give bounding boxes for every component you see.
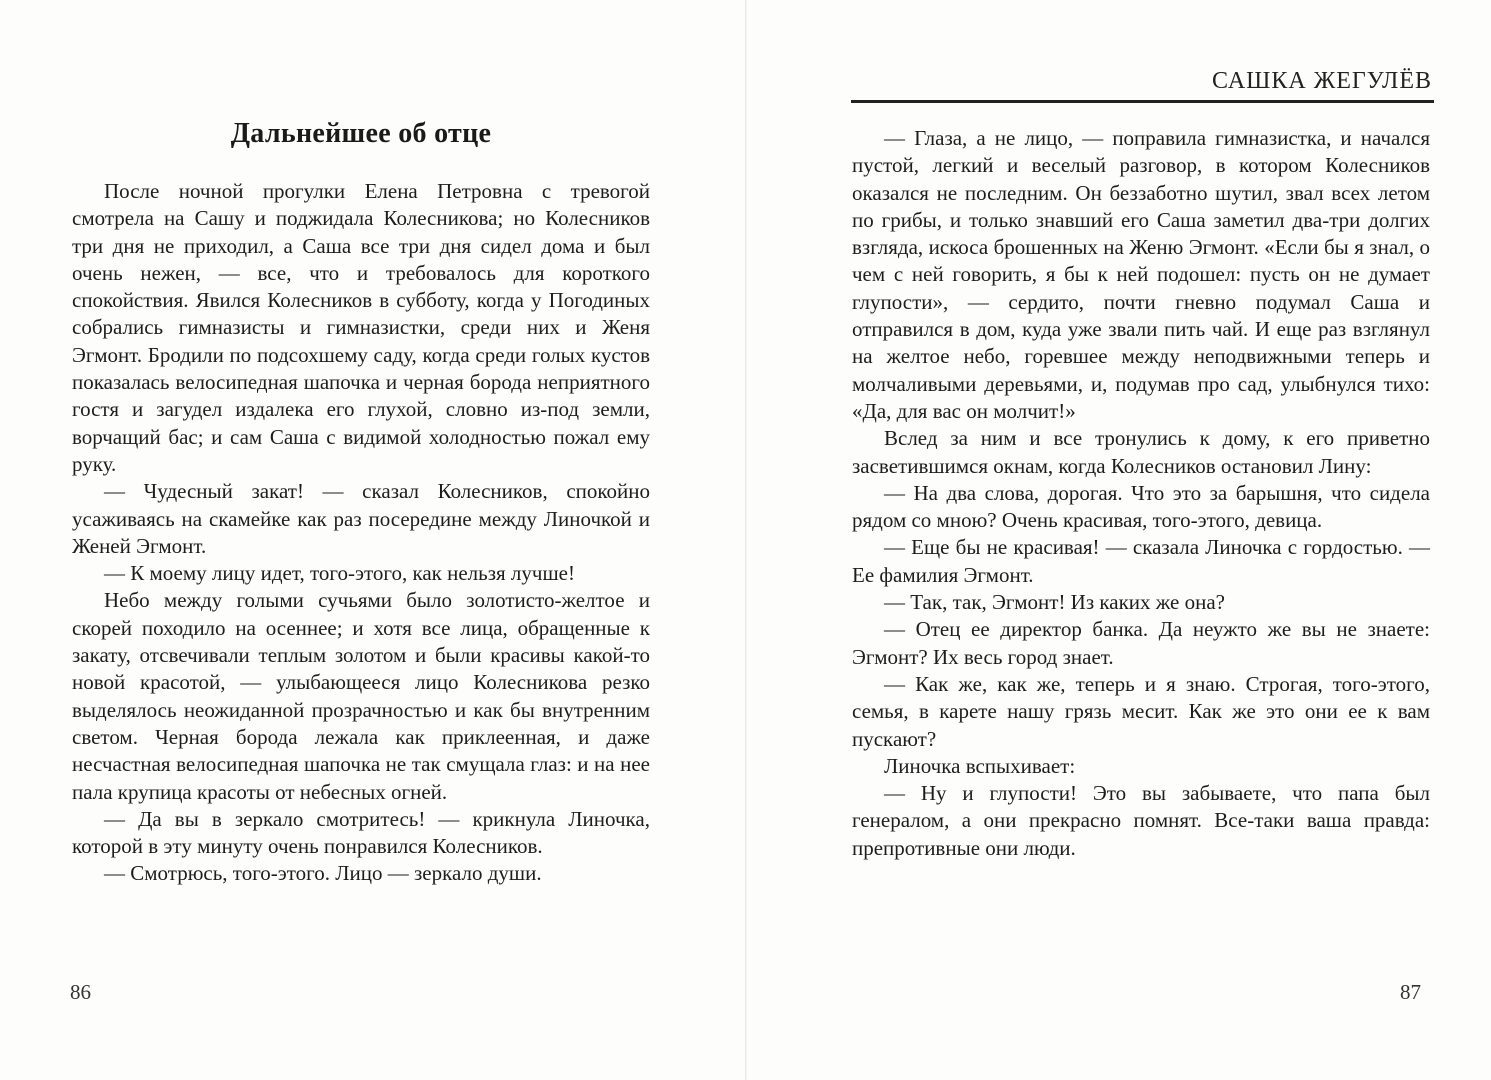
paragraph: Линочка вспыхивает: (884, 753, 1076, 778)
paragraph: Небо между голыми сучьями было золотисто-желтое и скорей походило на осеннее; и хотя все лица, обращенные к закату, отсвечивали теплым золотом и были красивы какой-то новой красотой, — улыбающееся лицо Колесникова резко выделялось неожиданной прозрачностью и как бы внутренним светом. Черная борода лежала как приклеенная, и даже несчастная велосипедная шапочка не так смущала глаз: и на нее пала крупица красоты от небесных огней. (72, 588, 650, 804)
right-page-text (852, 125, 1430, 862)
paragraph: — Да вы в зеркало смотритесь! — крикнула Линочка, которой в эту минуту очень понравился Колесников. (72, 806, 650, 859)
paragraph: — Чудесный закат! — сказал Колесников, спокойно усаживаясь на скамейке как раз посередине между Линочкой и Женей Эгмонт. (72, 479, 650, 558)
paragraph: — Отец ее директор банка. Да неужто же вы не знаете: Эгмонт? Их весь город знает. (852, 617, 1430, 669)
chapter-title: Дальнейшее об отце (230, 118, 492, 149)
paragraph: После ночной прогулки Елена Петровна с тревогой смотрела на Сашу и поджидала Колесникова; но Колесников три дня не приходил, а Саша все три дня сидел дома и был очень нежен, — все, что и требовалось для короткого спокойствия. Явился Колесников в субботу, когда у Погодиных собрались гимназисты и гимназистки, среди них и Женя Эгмонт. Бродили по подсохшему саду, когда среди голых кустов показалась велосипедная шапочка и черная борода неприятного гостя и загудел издалека его глухой, словно из-под земли, ворчащий бас; и сам Саша с видимой холодностью пожал ему руку. (72, 179, 650, 476)
page-number: 87 (1400, 980, 1421, 1004)
paragraph: — Ну и глупости! Это вы забываете, что папа был генералом, а они прекрасно помнят. Все-таки ваша правда: препротивные они люди. (852, 781, 1430, 860)
paragraph: — Глаза, а не лицо, — поправила гимназистка, и начался пустой, легкий и веселый разговор, в котором Колесников оказался не последним. Он беззаботно шутил, звал всех летом по грибы, и только знавший его Саша заметил два-три долгих взгляда, искоса брошенных на Женю Эгмонт. «Если бы я знал, о чем с ней говорить, я бы к ней подошел: пусть он не думает глупости», — сердито, почти гневно подумал Саша и отправился в дом, куда уже звали пить чай. И еще раз взглянул на желтое небо, горевшее между неподвижными теперь и молчаливыми деревьями, и, подумав про сад, улыбнулся тихо: «Да, для вас он молчит!» (852, 126, 1430, 423)
running-head-title: САШКА ЖЕГУЛЁВ (1212, 68, 1432, 94)
paragraph: — К моему лицу идет, того-этого, как нельзя лучше! (104, 561, 575, 586)
left-page (0, 0, 745, 1080)
paragraph: — Как же, как же, теперь и я знаю. Строгая, того-этого, семья, в карете нашу грязь месит. Как же это они ее к вам пускают? (852, 671, 1430, 751)
paragraph: — Смотрюсь, того-этого. Лицо — зеркало души. (104, 861, 542, 886)
page-number: 86 (70, 980, 91, 1004)
paragraph: — Так, так, Эгмонт! Из каких же она? (884, 590, 1225, 615)
right-page (747, 0, 1491, 1080)
paragraph: — Еще бы не красивая! — сказала Линочка с гордостью. — Ее фамилия Эгмонт. (852, 535, 1430, 587)
left-page-text (72, 178, 650, 888)
paragraph: Вслед за ним и все тронулись к дому, к его приветно засветившимся окнам, когда Колесников остановил Лину: (852, 426, 1430, 478)
running-head (851, 60, 1434, 103)
paragraph: — На два слова, дорогая. Что это за барышня, что сидела рядом со мною? Очень красивая, того-этого, девица. (852, 480, 1430, 533)
